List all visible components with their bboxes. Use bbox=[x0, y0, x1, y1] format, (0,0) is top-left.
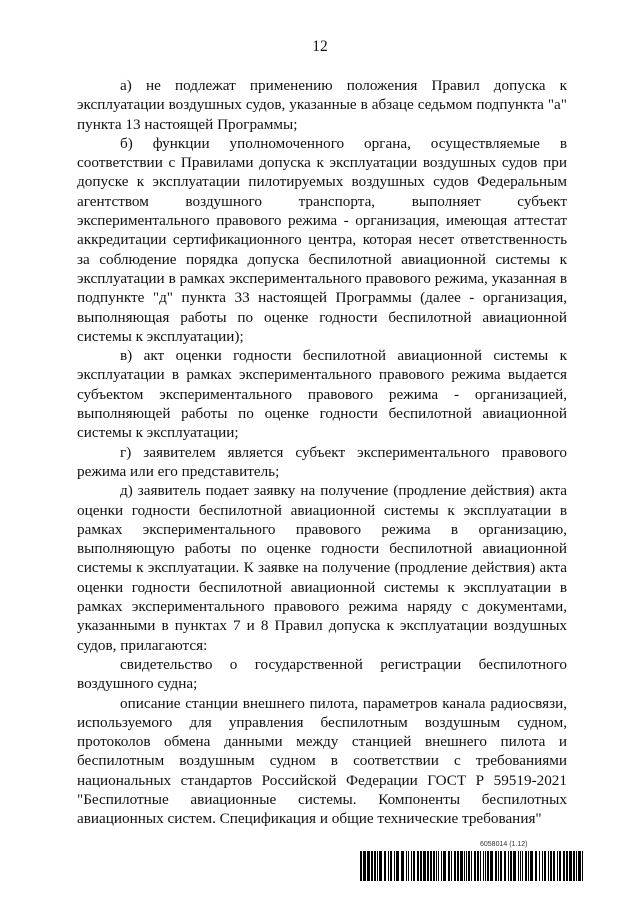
paragraph-description: описание станции внешнего пилота, параметров канала радиосвязи, используемого для управления беспилотным воздушным судном, протоколов обмена данными между станцией внешнего пилота и беспилотным воздушным судном в соответствии с требованиями национальных стандартов Российской Федерации ГОСТ Р 59519-2021 "Беспилотные авиационные системы. Компоненты беспилотных авиационных систем. Спецификация и общие технические требования" bbox=[77, 694, 567, 828]
paragraph-b: б) функции уполномоченного органа, осуществляемые в соответствии с Правилами допуска к эксплуатации воздушных судов при допуске к эксплуатации пилотируемых воздушных судов Федеральным агентством воздушного транспорта, выполняет субъект экспериментального правового режима - организация, имеющая аттестат аккредитации сертификационного центра, которая несет ответственность за соблюдение порядка допуска беспилотной авиационной системы к эксплуатации в рамках экспериментального правового режима, указанная в подпункте "д" пункта 33 настоящей Программы (далее - организация, выполняющая работы по оценке годности беспилотной авиационной системы к эксплуатации); bbox=[77, 134, 567, 345]
document-code: 6058014 (1.12) bbox=[480, 841, 528, 848]
paragraph-certificate: свидетельство о государственной регистрации беспилотного воздушного судна; bbox=[77, 655, 567, 693]
page-number: 12 bbox=[312, 38, 328, 55]
document-body bbox=[77, 76, 567, 829]
paragraph-g: г) заявителем является субъект экспериментального правового режима или его представитель; bbox=[77, 443, 567, 480]
paragraph-d: д) заявитель подает заявку на получение (продление действия) акта оценки годности беспилотной авиационной системы к эксплуатации в рамках экспериментального правового режима в организацию, выполняющую работы по оценке годности беспилотной авиационной системы к эксплуатации. К заявке на получение (продление действия) акта оценки годности беспилотной авиационной системы к эксплуатации в рамках экспериментального правового режима наряду с документами, указанными в пунктах 7 и 8 Правил допуска к эксплуатации воздушных судов, прилагаются: bbox=[77, 482, 567, 654]
paragraph-v: в) акт оценки годности беспилотной авиационной системы к эксплуатации в рамках экспериментального правового режима выдается субъектом экспериментального правового режима - организацией, выполняющей работы по оценке годности беспилотной авиационной системы к эксплуатации; bbox=[77, 347, 567, 442]
barcode-icon bbox=[360, 851, 584, 881]
paragraph-a: а) не подлежат применению положения Правил допуска к эксплуатации воздушных судов, указанные в абзаце седьмом подпункта "а" пункта 13 настоящей Программы; bbox=[77, 77, 567, 133]
